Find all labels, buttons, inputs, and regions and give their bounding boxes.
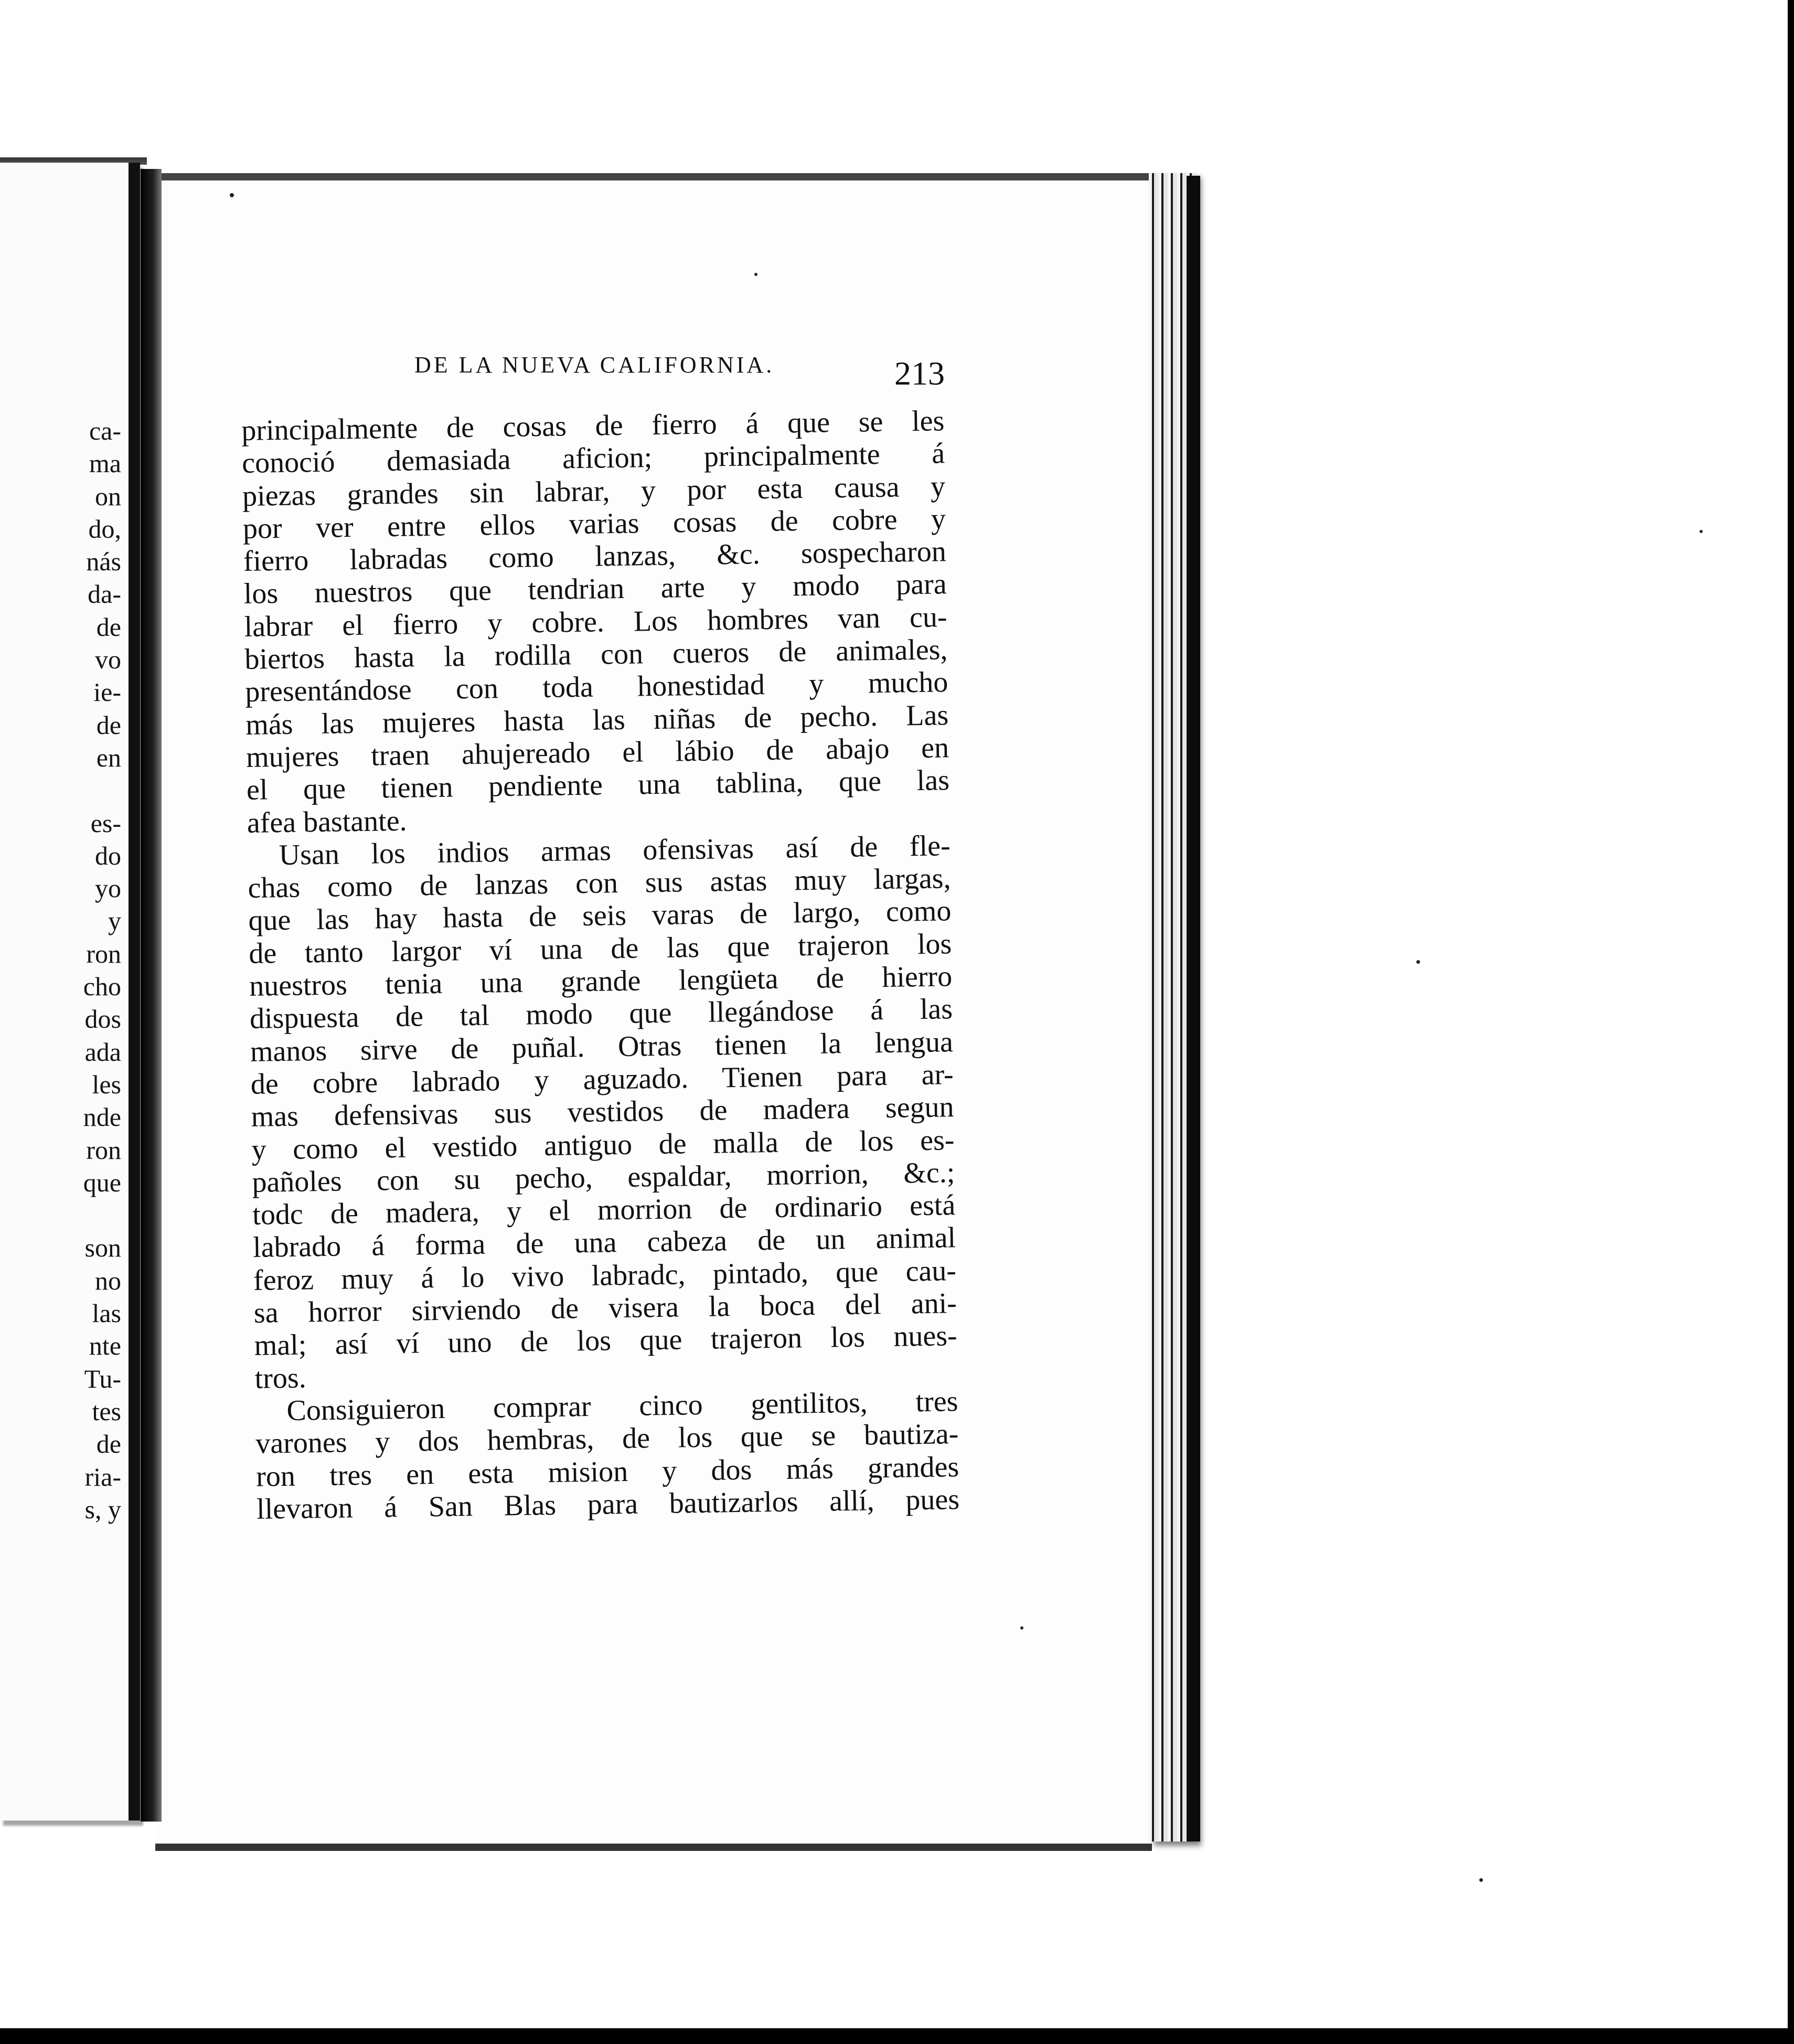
text-line: fierro labradas como lanzas, &c. sospecharon xyxy=(243,535,947,578)
text-line: llevaron á San Blas para bautizarlos allí, pues xyxy=(256,1483,960,1526)
left-page-line-fragment: son xyxy=(84,1233,121,1263)
dust-speck xyxy=(1479,1878,1483,1882)
left-page-line-fragment: ca- xyxy=(89,416,121,445)
text-line: dispuesta de tal modo que llegándose á las xyxy=(249,993,953,1036)
text-line: el que tienen pendiente una tablina, que las xyxy=(246,764,950,807)
text-line: feroz muy á lo vivo labradc, pintado, que cau- xyxy=(253,1254,957,1297)
text-line: conoció demasiada aficion; principalmente á xyxy=(241,437,945,480)
scan-frame-edge xyxy=(1788,0,1794,2044)
page-number: 213 xyxy=(894,355,945,392)
text-line: mal; así ví uno de los que trajeron los nues- xyxy=(254,1319,958,1362)
left-page-line-fragment: en xyxy=(96,742,121,772)
running-head: DE LA NUEVA CALIFORNIA. xyxy=(414,352,775,378)
text-line: Consiguieron comprar cinco gentilitos, tres xyxy=(286,1385,958,1427)
left-page-line-fragment: tes xyxy=(92,1396,121,1426)
text-line: principalmente de cosas de fierro á que se les xyxy=(241,404,945,447)
left-page-line-fragment: vo xyxy=(95,645,121,675)
text-line: mujeres traen ahujereado el lábio de abajo en xyxy=(245,731,949,774)
text-line: manos sirve de puñal. Otras tienen la lengua xyxy=(250,1025,954,1068)
text-line: biertos hasta la rodilla con cueros de animales, xyxy=(244,633,948,676)
scan-frame-bottom xyxy=(0,2028,1794,2044)
left-page-line-fragment: Tu- xyxy=(84,1364,121,1393)
book-gutter xyxy=(141,169,162,1822)
text-line: de cobre labrado y aguzado. Tienen para ar- xyxy=(250,1058,954,1101)
dust-speck xyxy=(1700,530,1703,533)
left-page-line-fragment: de xyxy=(96,710,121,740)
text-line: todc de madera, y el morrion de ordinario está xyxy=(252,1189,956,1231)
text-line: varones y dos hembras, de los que se bautiza- xyxy=(255,1418,959,1461)
text-line: labrar el fierro y cobre. Los hombres van cu- xyxy=(244,601,947,643)
left-page-line-fragment: dos xyxy=(84,1004,121,1034)
text-line: más las mujeres hasta las niñas de pecho. Las xyxy=(245,698,949,741)
dust-speck xyxy=(230,193,234,197)
left-page-line-fragment: de xyxy=(96,612,121,642)
book-cover-edge xyxy=(1187,176,1200,1841)
left-page-line-fragment: les xyxy=(92,1069,121,1099)
text-line: labrado á forma de una cabeza de un animal xyxy=(252,1221,956,1264)
text-line: mas defensivas sus vestidos de madera segun xyxy=(251,1091,955,1134)
left-page-line-fragment xyxy=(16,1199,121,1231)
left-page-line-fragment: do, xyxy=(88,514,121,544)
text-line: chas como de lanzas con sus astas muy largas, xyxy=(248,862,951,905)
left-page-text-fragments xyxy=(16,414,121,1526)
text-line: de tanto largor ví una de las que trajeron los xyxy=(248,927,952,970)
dust-speck xyxy=(754,273,757,276)
left-page-line-fragment: ma xyxy=(89,449,121,478)
text-line: nuestros tenia una grande lengüeta de hierro xyxy=(249,960,953,1003)
text-line: por ver entre ellos varias cosas de cobre y xyxy=(242,503,946,545)
left-page-line-fragment: do xyxy=(95,840,121,870)
left-page-line-fragment: es- xyxy=(90,808,121,838)
text-line: Usan los indios armas ofensivas así de fle- xyxy=(279,829,951,871)
left-page-line-fragment: de xyxy=(96,1429,121,1459)
left-page-line-fragment: da- xyxy=(88,579,121,609)
left-page-line-fragment: ron xyxy=(86,939,121,968)
left-page-line-fragment xyxy=(16,774,121,806)
left-page-line-fragment: s, y xyxy=(84,1494,121,1524)
left-page-line-fragment: nte xyxy=(89,1331,121,1361)
left-page-line-fragment: nás xyxy=(86,547,121,577)
text-line: ron tres en esta mision y dos más grandes xyxy=(255,1450,959,1493)
left-page-line-fragment: cho xyxy=(83,972,121,1002)
left-page-line-fragment: las xyxy=(92,1298,121,1328)
left-page-line-fragment: ie- xyxy=(93,677,121,707)
text-line: los nuestros que tendrian arte y modo para xyxy=(243,568,947,611)
left-page-line-fragment: no xyxy=(95,1265,121,1295)
text-line: presentándose con toda honestidad y mucho xyxy=(244,666,948,709)
text-line: sa horror sirviendo de visera la boca del ani- xyxy=(253,1287,957,1329)
left-page xyxy=(0,163,140,1821)
left-page-line-fragment: nde xyxy=(83,1102,121,1132)
left-page-line-fragment: que xyxy=(83,1167,121,1197)
left-page-line-fragment: ron xyxy=(86,1135,121,1165)
dust-speck xyxy=(1416,960,1420,964)
body-text xyxy=(241,404,959,1526)
left-page-line-fragment: ada xyxy=(84,1037,121,1067)
left-page-line-fragment: y xyxy=(108,906,121,936)
text-line: piezas grandes sin labrar, y por esta causa y xyxy=(242,470,946,513)
dust-speck xyxy=(1020,1626,1023,1630)
text-line: afea bastante. xyxy=(247,804,407,839)
text-line: tros. xyxy=(254,1361,307,1395)
text-line: que las hay hasta de seis varas de largo, como xyxy=(248,895,952,938)
left-page-line-fragment: ria- xyxy=(84,1462,121,1492)
text-line: y como el vestido antiguo de malla de los es- xyxy=(251,1123,955,1166)
text-line: pañoles con su pecho, espaldar, morrion, &c.; xyxy=(252,1156,955,1199)
left-page-line-fragment: on xyxy=(95,481,121,511)
left-page-line-fragment: yo xyxy=(95,874,121,903)
